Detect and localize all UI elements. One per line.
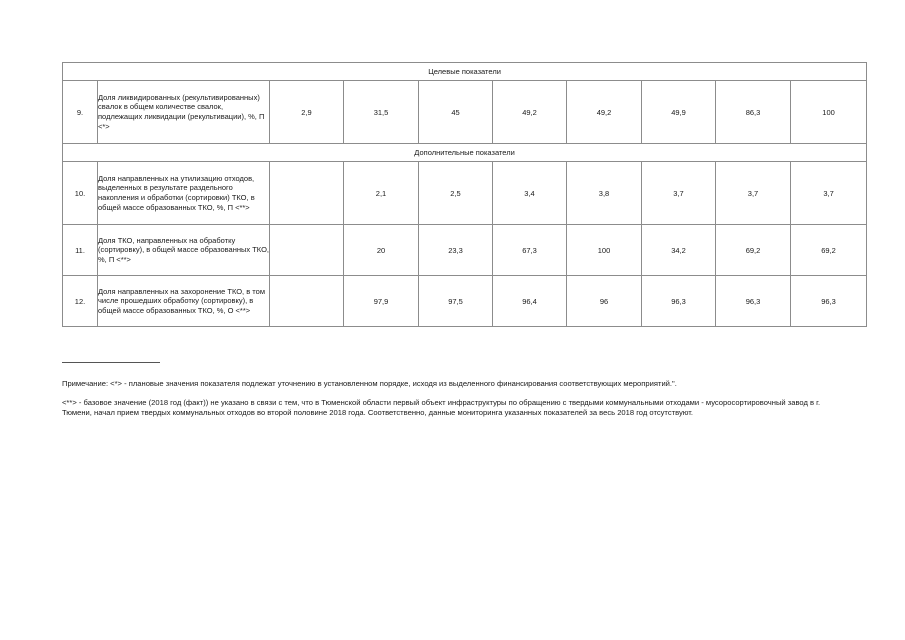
footnote-divider: [62, 362, 160, 363]
indicator-name: Доля направленных на утилизацию отходов, выделенных в результате раздельного накопления и обработки (сортировки) ТКО, в общей массе образованных ТКО, %, П <**>: [98, 162, 270, 225]
value-cell: 2,5: [419, 162, 493, 225]
section-title-additional: Дополнительные показатели: [63, 144, 867, 162]
section-row-target: [63, 63, 867, 81]
section-title-target: Целевые показатели: [63, 63, 867, 81]
value-cell: 2,1: [344, 162, 419, 225]
value-cell: 96,3: [642, 276, 716, 327]
section-row-additional: [63, 144, 867, 162]
value-cell: 31,5: [344, 81, 419, 144]
value-cell: 3,7: [791, 162, 867, 225]
value-cell: 20: [344, 225, 419, 276]
value-cell: 2,9: [270, 81, 344, 144]
value-cell: 100: [567, 225, 642, 276]
value-cell: 69,2: [716, 225, 791, 276]
row-number: 12.: [63, 276, 98, 327]
value-cell: 45: [419, 81, 493, 144]
footnote-note-1: Примечание: <*> - плановые значения показателя подлежат уточнению в установленном порядке, исходя из выделенного финансирования соответствующих мероприятий.".: [62, 379, 677, 388]
value-cell: 3,4: [493, 162, 567, 225]
row-number: 10.: [63, 162, 98, 225]
indicator-name: Доля ТКО, направленных на обработку (сортировку), в общей массе образованных ТКО, %, П <**>: [98, 225, 270, 276]
value-cell: 49,9: [642, 81, 716, 144]
value-cell: 97,9: [344, 276, 419, 327]
value-cell: 3,7: [716, 162, 791, 225]
footnote-note-2: <**> - базовое значение (2018 год (факт)) не указано в связи с тем, что в Тюменской области первый объект инфраструктуры по обращению с твердыми коммунальными отходами - мусоросортировочный завод в г. Тюмени, начал прием твердых коммунальных отходов во второй половине 2018 года. Соответственно, данные мониторинга указанных показателей за весь 2018 год отсутствуют.: [62, 398, 821, 417]
indicator-name: Доля ликвидированных (рекультивированных) свалок в общем количестве свалок, подлежащих ликвидации (рекультивации), %, П <*>: [98, 81, 270, 144]
table-row: [63, 225, 867, 276]
value-cell: [270, 225, 344, 276]
value-cell: 97,5: [419, 276, 493, 327]
value-cell: 96: [567, 276, 642, 327]
value-cell: [270, 276, 344, 327]
value-cell: 3,7: [642, 162, 716, 225]
value-cell: 96,4: [493, 276, 567, 327]
row-number: 11.: [63, 225, 98, 276]
value-cell: 67,3: [493, 225, 567, 276]
value-cell: 34,2: [642, 225, 716, 276]
indicators-table: [62, 62, 867, 327]
value-cell: 69,2: [791, 225, 867, 276]
indicator-name: Доля направленных на захоронение ТКО, в том числе прошедших обработку (сортировку), в общей массе образованных ТКО, %, О <**>: [98, 276, 270, 327]
value-cell: 96,3: [791, 276, 867, 327]
value-cell: 49,2: [493, 81, 567, 144]
value-cell: 96,3: [716, 276, 791, 327]
value-cell: 49,2: [567, 81, 642, 144]
value-cell: [270, 162, 344, 225]
table-row: [63, 276, 867, 327]
value-cell: 86,3: [716, 81, 791, 144]
row-number: 9.: [63, 81, 98, 144]
table-row: [63, 162, 867, 225]
value-cell: 23,3: [419, 225, 493, 276]
value-cell: 3,8: [567, 162, 642, 225]
table-row: [63, 81, 867, 144]
value-cell: 100: [791, 81, 867, 144]
